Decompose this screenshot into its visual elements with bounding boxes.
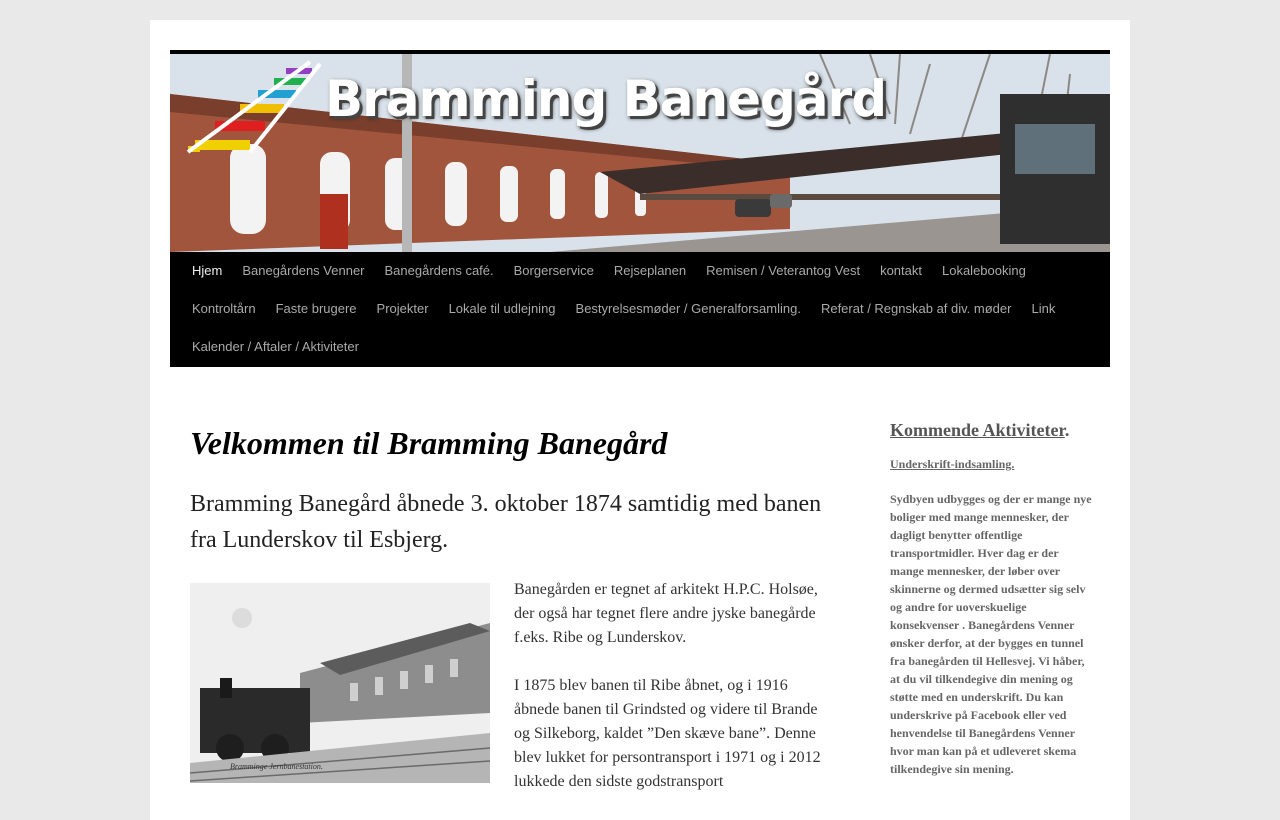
sidebar-title <box>890 420 1092 441</box>
paragraph-architect: Banegården er tegnet af arkitekt H.P.C. Holsøe, der også har tegnet flere andre jyske banegårde f.eks. Ribe og Lunderskov. <box>514 581 818 646</box>
nav-row-2 <box>182 290 1065 328</box>
nav-item-hjem[interactable]: Hjem <box>192 263 223 278</box>
nav-item-kalender[interactable]: Kalender / Aftaler / Aktiviteter <box>192 339 359 354</box>
nav-item-referat-regnskab[interactable]: Referat / Regnskab af div. møder <box>820 301 1012 316</box>
nav-item-rejseplanen[interactable]: Rejseplanen <box>613 263 687 278</box>
nav-item-borgerservice[interactable]: Borgerservice <box>513 263 594 278</box>
nav-item-banegaardens-cafe[interactable]: Banegårdens café. <box>384 263 494 278</box>
nav-item-remisen[interactable]: Remisen / Veterantog Vest <box>706 263 861 278</box>
photo-caption: Bramminge Jernbanestation. <box>230 762 323 771</box>
sidebar-subtitle[interactable]: Underskrift-indsamling. <box>890 457 1015 471</box>
nav-item-faste-brugere[interactable]: Faste brugere <box>275 301 357 316</box>
paragraph-history: I 1875 blev banen til Ribe åbnet, og i 1916 åbnede banen til Grindsted og videre til Brande og Silkeborg, kaldet ”Den skæve bane”. Denne blev lukket for persontransport i 1971 og i 2012 lukkede den sidste godstransport <box>514 677 821 790</box>
historic-photo-drawing <box>190 583 490 783</box>
nav-item-link[interactable]: Link <box>1031 301 1056 316</box>
nav-item-projekter[interactable]: Projekter <box>376 301 429 316</box>
sidebar-title-suffix: . <box>1064 420 1070 440</box>
page-title: Velkommen til Bramming Banegård <box>190 425 668 461</box>
lead-paragraph: Bramming Banegård åbnede 3. oktober 1874 samtidig med banen fra Lunderskov til Esbjerg. <box>190 491 822 553</box>
header-banner[interactable] <box>170 54 1110 252</box>
site-title[interactable]: Bramming Banegård <box>325 70 886 128</box>
nav-row-1 <box>182 252 1036 290</box>
nav-row-3 <box>182 328 369 366</box>
nav-item-bestyrelsesmoeder[interactable]: Bestyrelsesmøder / Generalforsamling. <box>575 301 801 316</box>
sidebar-title-link[interactable]: Kommende Aktiviteter <box>890 420 1065 440</box>
nav-item-kontroltaarn[interactable]: Kontroltårn <box>192 301 256 316</box>
sidebar-text: Sydbyen udbygges og der er mange nye boliger med mange mennesker, der dagligt benytter offentlige transportmidler. Hver dag er der mange mennesker, der løber over skinnerne og dermed udsætter sig selv og andre for uoverskuelige konsekvenser . Banegårdens Venner ønsker derfor, at der bygges en tunnel fra banegården til Hellesvej. Vi håber, at du vil tilkendegive din mening og støtte med en underskrift. Du kan underskrive på Facebook eller ved henvendelse til Banegårdens Venner hvor man kan på et udleveret skema tilkendegive sin mening. <box>890 492 1092 776</box>
main-navigation <box>170 252 1110 367</box>
nav-item-kontakt[interactable]: kontakt <box>880 263 922 278</box>
nav-item-lokalebooking[interactable]: Lokalebooking <box>941 263 1026 278</box>
historic-station-photo <box>190 583 490 783</box>
sidebar <box>890 420 1092 778</box>
nav-item-lokale-til-udlejning[interactable]: Lokale til udlejning <box>448 301 556 316</box>
main-body-text <box>514 578 830 818</box>
page-container <box>150 20 1130 820</box>
nav-item-banegaardens-venner[interactable]: Banegårdens Venner <box>242 263 365 278</box>
